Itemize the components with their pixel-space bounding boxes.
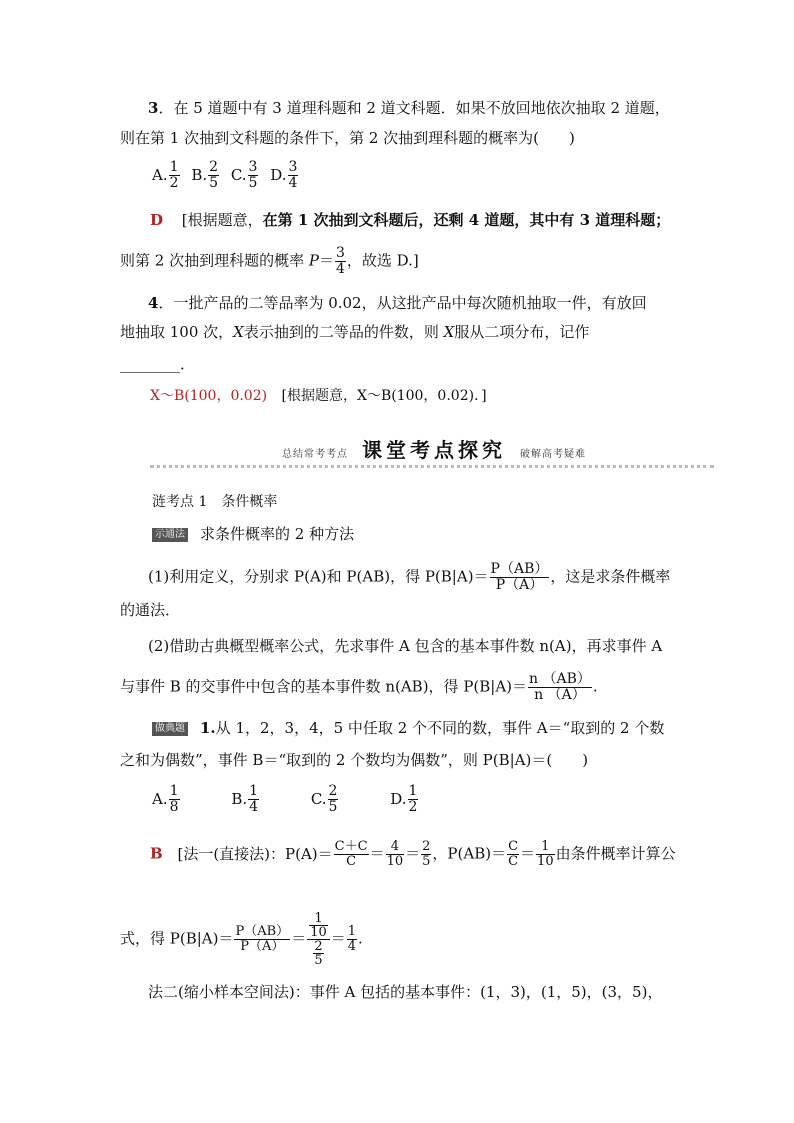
example-1-answer: B (150, 844, 163, 863)
example-1-method2: 法二(缩小样本空间法)：事件 A 包括的基本事件：(1，3)，(1，5)，(3，5)， (148, 983, 663, 1001)
q3-line2: 则在第 1 次抽到文科题的条件下，第 2 次抽到理科题的概率为( ) (120, 129, 575, 147)
q4-line1: 4．一批产品的二等品率为 0.02，从这批产品中每次随机抽取一件，有放回 (148, 294, 647, 312)
banner-divider (150, 465, 714, 468)
ex1-option-b: B. $\frac{1}{4}$ (231, 783, 259, 815)
example-1-line2: 之和为偶数”，事件 B＝“取到的 2 个数均为偶数”，则 P(B|A)＝( ) (120, 751, 589, 769)
q3-solution-line1: D [根据题意，在第 1 次抽到文科题后，还剩 4 道题，其中有 3 道理科题； (150, 211, 671, 229)
method-1-line1: (1)利用定义，分别求 P(A)和 P(AB)，得 P(B|A)＝ $\frac{P(AB)}{P(A)}$ ，这是求条件概率 (148, 561, 671, 593)
q3-option-d: D. $\frac{3}{4}$ (270, 159, 298, 191)
ex1-option-a: A. $\frac{1}{8}$ (152, 783, 179, 815)
q3-option-b: B. $\frac{2}{5}$ (191, 159, 219, 191)
ex1-option-c: C. $\frac{2}{5}$ (310, 783, 338, 815)
method-2-line2: 与事件 B 的交事件中包含的基本事件数 n(AB)，得 P(B|A)＝ $\frac{n (AB)}{n (A)}$ . (120, 671, 598, 703)
method-2-line1: (2)借助古典概型概率公式，先求事件 A 包含的基本事件数 n(A)，再求事件 A (148, 637, 663, 655)
method-title-row: 示通法 求条件概率的 2 种方法 (152, 524, 354, 544)
q4-number: 4 (148, 294, 159, 312)
banner-title: 课堂考点探究 (362, 438, 506, 462)
example-tag: 做典题 (152, 722, 188, 736)
q4-solution: X～B(100，0.02) [根据题意，X～B(100，0.02)．] (150, 388, 487, 404)
example-1-solution-line2: 式，得 P(B|A)＝ $\frac{P(AB)}{P(A)}$ ＝ $\frac{\frac{1}{10}}{\frac{2}{5}}$ ＝ $\frac{1}{4}$ . (120, 911, 363, 968)
q4-line2: 地抽取 100 次，X表示抽到的二等品的件数，则 X服从二项分布，记作 (120, 323, 590, 341)
q4-answer: X～B(100，0.02) (150, 388, 268, 404)
q3-solution-line2: 则第 2 次抽到理科题的概率 P＝ $\frac{3}{4}$ ，故选 D.] (120, 245, 419, 277)
section-heading: 涟考点 1 条件概率 (152, 494, 278, 510)
q3-answer: D (150, 211, 164, 229)
example-1-solution-line1: B [法一(直接法)：P(A)＝ $\frac{C+C}{C}$ ＝ $\frac{4}{10}$ ＝ $\frac{2}{5}$ ，P(AB)＝ $\frac{C}{C}$ ＝ $\frac{1}{10}$ 由条件概率计算公 (150, 839, 676, 869)
example-1-options (152, 784, 419, 815)
method-tag: 示通法 (152, 528, 188, 542)
q3-options (152, 160, 299, 191)
q3-text-1: ．在 5 道题中有 3 道理科题和 2 道文科题．如果不放回地依次抽取 2 道题， (158, 99, 670, 117)
q3-option-c: C. $\frac{3}{5}$ (230, 159, 258, 191)
q3-number: 3 (148, 99, 159, 117)
q3-line1 (148, 98, 670, 118)
example-1-line1: 做典题 1.从 1，2，3，4，5 中任取 2 个不同的数，事件 A＝“取到的 2 个数 (152, 718, 664, 738)
q3-option-a: A. $\frac{1}{2}$ (152, 159, 179, 191)
section-banner: 总结常考考点 课堂考点探究 破解高考疑难 (282, 438, 586, 462)
method-1-line2: 的通法． (120, 601, 181, 619)
q4-blank: ________． (120, 355, 196, 373)
ex1-option-d: D. $\frac{1}{2}$ (390, 783, 418, 815)
